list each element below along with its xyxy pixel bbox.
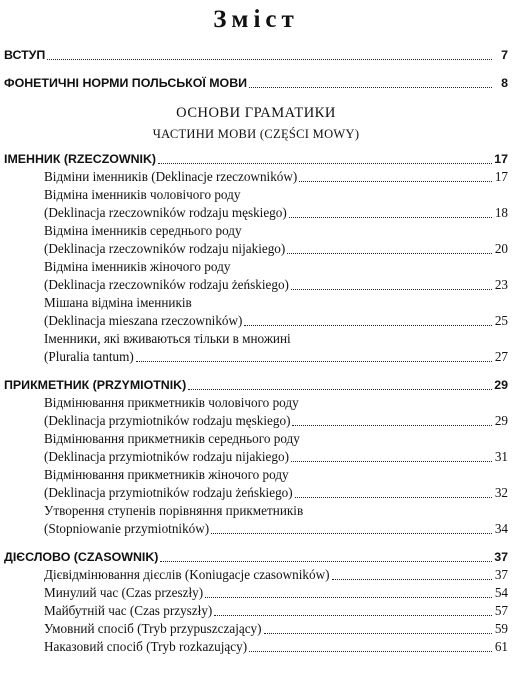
dot-leader bbox=[214, 615, 492, 616]
toc-subentry-page: 29 bbox=[494, 413, 508, 428]
dot-leader bbox=[160, 561, 492, 562]
dot-leader bbox=[136, 361, 492, 362]
toc-subentry-title: Наказовий спосіб (Tryb rozkazujący) bbox=[44, 639, 248, 654]
toc-subentry-page: 37 bbox=[494, 567, 508, 582]
page-title: Зміст bbox=[213, 6, 299, 33]
dot-leader bbox=[332, 579, 492, 580]
toc-subentry-page: 61 bbox=[494, 639, 508, 654]
toc-subentry-title: (Deklinacja przymiotników rodzaju męskiego) bbox=[44, 413, 291, 428]
dot-leader bbox=[188, 389, 492, 390]
toc-entries bbox=[0, 40, 512, 656]
dot-leader bbox=[287, 253, 492, 254]
toc-entry-fonetychni[interactable] bbox=[4, 74, 508, 92]
toc-subentry-page: 20 bbox=[494, 241, 508, 256]
toc-subentry-title: (Deklinacja rzeczowników rodzaju męskiego) bbox=[44, 205, 287, 220]
toc-subentry-line1: Відміна іменників жіночого роду bbox=[44, 259, 231, 274]
dot-leader bbox=[158, 163, 492, 164]
toc-subentry-title: Дієвідмінювання дієслів (Koniugacje czasowników) bbox=[44, 567, 330, 582]
toc-subentry-line1: Мішана відміна іменників bbox=[44, 295, 192, 310]
toc-subentry-page: 27 bbox=[494, 349, 508, 364]
toc-subentry-line1: Відміна іменників чоловічого роду bbox=[44, 187, 241, 202]
toc-entry-dieslovo[interactable] bbox=[4, 548, 508, 566]
toc-entry-prykmetnyk[interactable] bbox=[4, 376, 508, 394]
toc-entry-title: ПРИКМЕТНИК (PRZYMIOTNIK) bbox=[4, 378, 187, 392]
dot-leader bbox=[47, 59, 492, 60]
toc-subentry[interactable] bbox=[4, 240, 508, 258]
toc-subentry[interactable] bbox=[4, 412, 508, 430]
dot-leader bbox=[249, 651, 492, 652]
toc-subentry[interactable] bbox=[4, 276, 508, 294]
toc-subentry-page: 18 bbox=[494, 205, 508, 220]
toc-entry-vstup[interactable] bbox=[4, 46, 508, 64]
subsection-heading: ЧАСТИНИ МОВИ (CZĘŚCI MOWY) bbox=[152, 127, 360, 141]
toc-subentry[interactable] bbox=[4, 484, 508, 502]
toc-subentry-title: (Stopniowanie przymiotników) bbox=[44, 521, 210, 536]
toc-subentry-page: 23 bbox=[494, 277, 508, 292]
toc-entry-title: ВСТУП bbox=[4, 48, 46, 62]
toc-subentry[interactable] bbox=[4, 638, 508, 656]
toc-subentry[interactable] bbox=[4, 312, 508, 330]
toc-subentry-title: Відміни іменників (Deklinacje rzeczowników) bbox=[44, 169, 298, 184]
toc-subentry-line1: Відмінювання прикметників чоловічого роду bbox=[44, 395, 299, 410]
toc-subentry[interactable] bbox=[4, 584, 508, 602]
toc-subentry[interactable] bbox=[4, 566, 508, 584]
dot-leader bbox=[299, 181, 492, 182]
toc-subentry-line1: Відміна іменників середнього роду bbox=[44, 223, 242, 238]
toc-subentry-title: (Deklinacja rzeczowników rodzaju żeńskiego) bbox=[44, 277, 289, 292]
toc-entry-imennyk[interactable] bbox=[4, 150, 508, 168]
section-heading: ОСНОВИ ГРАМАТИКИ bbox=[176, 105, 336, 121]
toc-subentry[interactable] bbox=[4, 520, 508, 538]
toc-entry-title: ФОНЕТИЧНІ НОРМИ ПОЛЬСЬКОЇ МОВИ bbox=[4, 76, 248, 90]
toc-subentry-line1: Відмінювання прикметників жіночого роду bbox=[44, 467, 289, 482]
dot-leader bbox=[244, 325, 492, 326]
toc-entry-page: 8 bbox=[501, 76, 508, 90]
toc-subentry-page: 57 bbox=[494, 603, 508, 618]
toc-subentry-title: Минулий час (Czas przeszły) bbox=[44, 585, 204, 600]
toc-subentry[interactable] bbox=[4, 348, 508, 366]
toc-subentry-title: Умовний спосіб (Tryb przypuszczający) bbox=[44, 621, 262, 636]
toc-subentry[interactable] bbox=[4, 448, 508, 466]
toc-subentry-page: 54 bbox=[494, 585, 508, 600]
toc-subentry[interactable] bbox=[4, 168, 508, 186]
toc-subentry-page: 31 bbox=[494, 449, 508, 464]
dot-leader bbox=[289, 217, 492, 218]
dot-leader bbox=[205, 597, 492, 598]
dot-leader bbox=[264, 633, 492, 634]
dot-leader bbox=[295, 497, 492, 498]
toc-subentry-page: 32 bbox=[494, 485, 508, 500]
toc-subentry-title: (Deklinacja przymiotników rodzaju nijakiego) bbox=[44, 449, 289, 464]
toc-subentry-title: (Deklinacja przymiotników rodzaju żeńskiego) bbox=[44, 485, 293, 500]
dot-leader bbox=[291, 461, 492, 462]
toc-subentry-page: 17 bbox=[494, 169, 508, 184]
toc-entry-page: 29 bbox=[494, 378, 508, 392]
dot-leader bbox=[249, 87, 492, 88]
toc-subentry[interactable] bbox=[4, 620, 508, 638]
toc-subentry[interactable] bbox=[4, 602, 508, 620]
toc-subentry-page: 59 bbox=[494, 621, 508, 636]
toc-subentry-title: (Deklinacja mieszana rzeczowników) bbox=[44, 313, 243, 328]
dot-leader bbox=[292, 425, 492, 426]
toc-subentry-line1: Відмінювання прикметників середнього роду bbox=[44, 431, 300, 446]
dot-leader bbox=[291, 289, 492, 290]
toc-subentry-line1: Іменники, які вживаються тільки в множині bbox=[44, 331, 291, 346]
dot-leader bbox=[211, 533, 492, 534]
toc-entry-page: 37 bbox=[494, 550, 508, 564]
toc-entry-title: ДІЄСЛОВО (CZASOWNIK) bbox=[4, 550, 159, 564]
toc-subentry-page: 25 bbox=[494, 313, 508, 328]
toc-subentry-title: Майбутній час (Czas przyszły) bbox=[44, 603, 213, 618]
toc-entry-page: 7 bbox=[501, 48, 508, 62]
toc-entry-page: 17 bbox=[494, 152, 508, 166]
toc-subentry-page: 34 bbox=[494, 521, 508, 536]
toc-subentry-title: (Pluralia tantum) bbox=[44, 349, 134, 364]
toc-subentry-title: (Deklinacja rzeczowników rodzaju nijakiego) bbox=[44, 241, 286, 256]
toc-subentry[interactable] bbox=[4, 204, 508, 222]
toc-subentry-line1: Утворення ступенів порівняння прикметників bbox=[44, 503, 304, 518]
toc-entry-title: ІМЕННИК (RZECZOWNIK) bbox=[4, 152, 157, 166]
